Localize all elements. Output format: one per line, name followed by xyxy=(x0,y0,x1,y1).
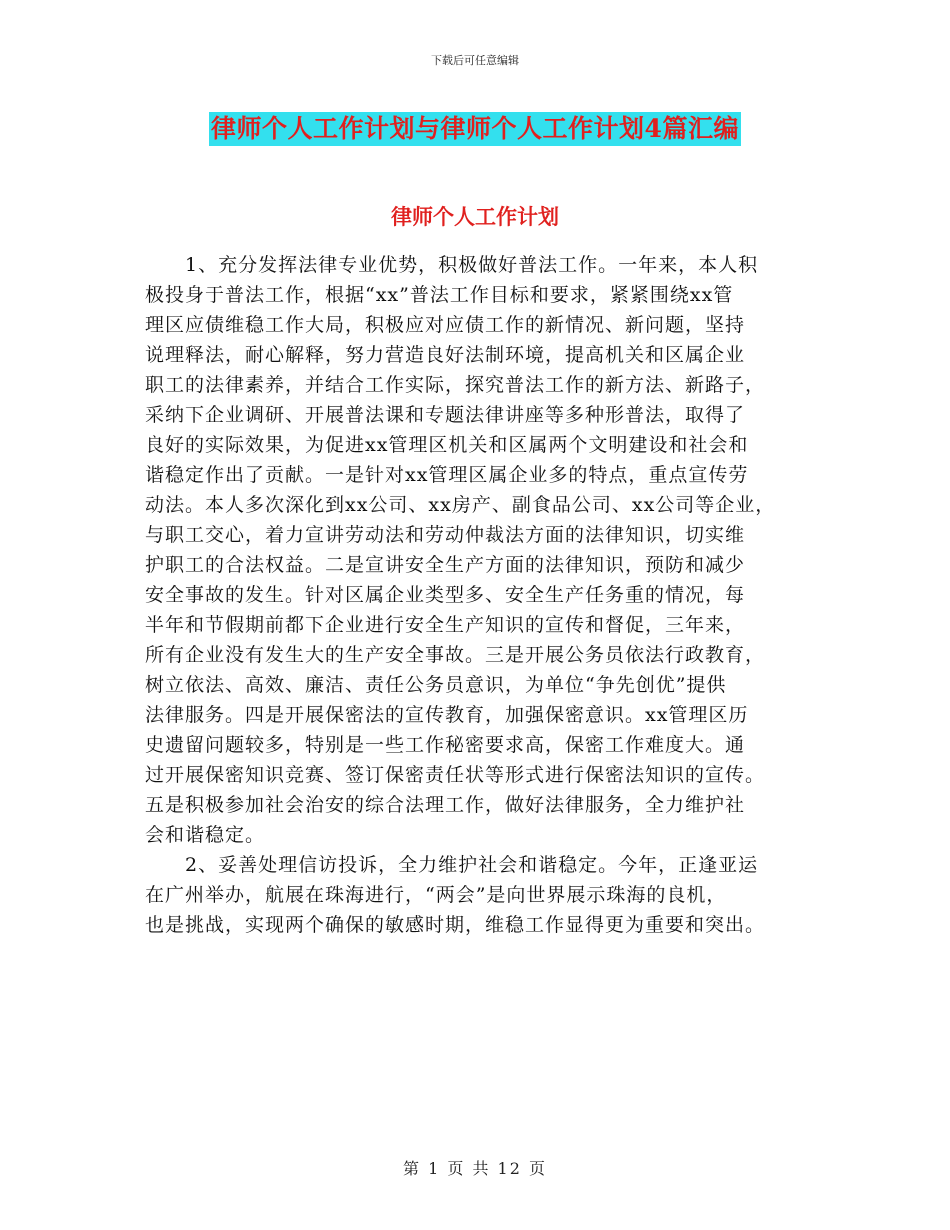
text-line: 良好的实际效果，为促进xx管理区机关和区属两个文明建设和社会和 xyxy=(145,434,749,456)
text-line: 1、充分发挥法律专业优势，积极做好普法工作。一年来，本人积 xyxy=(185,254,759,276)
text-line: 职工的法律素养，并结合工作实际，探究普法工作的新方法、新路子， xyxy=(145,374,766,396)
text-line: 法律服务。四是开展保密法的宣传教育，加强保密意识。xx管理区历 xyxy=(145,704,749,726)
text-line: 2、妥善处理信访投诉，全力维护社会和谐稳定。今年，正逢亚运 xyxy=(185,854,759,876)
text-line: 与职工交心，着力宣讲劳动法和劳动仲裁法方面的法律知识，切实维 xyxy=(145,524,746,546)
header-note: 下载后可任意编辑 xyxy=(431,54,519,67)
text-line: 说理释法，耐心解释，努力营造良好法制环境，提高机关和区属企业 xyxy=(145,344,746,366)
text-line: 所有企业没有发生大的生产安全事故。三是开展公务员依法行政教育， xyxy=(145,644,766,666)
document-body xyxy=(145,250,835,940)
text-line: 史遗留问题较多，特别是一些工作秘密要求高，保密工作难度大。通 xyxy=(145,734,746,756)
text-line: 采纳下企业调研、开展普法课和专题法律讲座等多种形普法，取得了 xyxy=(145,404,746,426)
text-line: 过开展保密知识竞赛、签订保密责任状等形式进行保密法知识的宣传。 xyxy=(145,764,766,786)
text-line: 安全事故的发生。针对区属企业类型多、安全生产任务重的情况，每 xyxy=(145,584,746,606)
text-line: 在广州举办，航展在珠海进行，“两会”是向世界展示珠海的良机， xyxy=(145,884,727,906)
section-title: 律师个人工作计划 xyxy=(391,204,559,229)
text-line: 护职工的合法权益。二是宣讲安全生产方面的法律知识，预防和减少 xyxy=(145,554,746,576)
text-line: 树立依法、高效、廉洁、责任公务员意识，为单位“争先创优”提供 xyxy=(145,674,727,696)
text-line: 理区应债维稳工作大局，积极应对应债工作的新情况、新问题，坚持 xyxy=(145,314,746,336)
text-line: 也是挑战，实现两个确保的敏感时期，维稳工作显得更为重要和突出。 xyxy=(145,914,766,936)
text-line: 谐稳定作出了贡献。一是针对xx管理区属企业多的特点，重点宣传劳 xyxy=(145,464,749,486)
document-title xyxy=(0,112,950,146)
text-line: 半年和节假期前都下企业进行安全生产知识的宣传和督促，三年来， xyxy=(145,614,746,636)
text-line: 动法。本人多次深化到xx公司、xx房产、副食品公司、xx公司等企业， xyxy=(145,494,776,516)
text-line: 五是积极参加社会治安的综合法理工作，做好法律服务，全力维护社 xyxy=(145,794,746,816)
paragraph-2 xyxy=(145,850,835,940)
page-number-footer: 第 1 页 共 12 页 xyxy=(403,1159,547,1178)
paragraph-1 xyxy=(145,250,835,850)
text-line: 极投身于普法工作，根据“xx”普法工作目标和要求，紧紧围绕xx管 xyxy=(145,284,734,306)
text-line: 会和谐稳定。 xyxy=(145,824,266,846)
document-title-text: 律师个人工作计划与律师个人工作计划4篇汇编 xyxy=(209,112,741,146)
